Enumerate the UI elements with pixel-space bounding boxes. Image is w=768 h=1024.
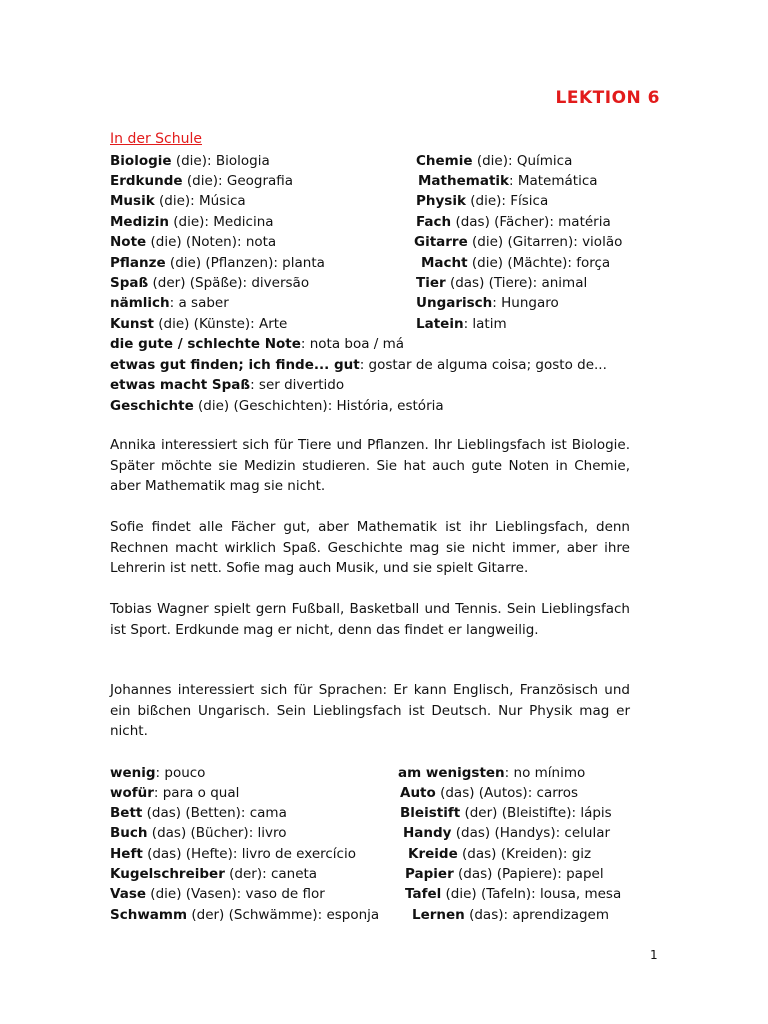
vocab-entry: Bleistift (der) (Bleistifte): lápis	[400, 805, 612, 821]
vocab-entry-full: die gute / schlechte Note: nota boa / má	[110, 336, 405, 352]
vocab-entry: Ungarisch: Hungaro	[416, 295, 559, 311]
vocab-entry: Kunst (die) (Künste): Arte	[110, 316, 288, 332]
vocab-entry: Physik (die): Física	[416, 193, 549, 209]
vocab-entry: Buch (das) (Bücher): livro	[110, 825, 287, 841]
vocab-entry: Heft (das) (Hefte): livro de exercício	[110, 846, 356, 862]
vocab-entry: Biologie (die): Biologia	[110, 153, 270, 169]
vocab-entry: Pflanze (die) (Pflanzen): planta	[110, 255, 325, 271]
vocab-entry: Note (die) (Noten): nota	[110, 234, 277, 250]
vocab-entry-full: Geschichte (die) (Geschichten): História, estória	[110, 398, 444, 414]
vocab-entry: Erdkunde (die): Geografia	[110, 173, 294, 189]
vocab-entry: wenig: pouco	[110, 765, 206, 781]
paragraph-johannes: Johannes interessiert sich für Sprachen: Er kann Englisch, Französisch und ein bißchen Ungarisch. Sein Lieblingsfach ist Deutsch. Nur Physik mag er nicht.	[110, 682, 630, 739]
vocab-entry-full: etwas macht Spaß: ser divertido	[110, 377, 345, 393]
vocab-entry: Kreide (das) (Kreiden): giz	[408, 846, 592, 862]
vocab-entry: Mathematik: Matemática	[418, 173, 598, 189]
vocab-entry-full: etwas gut finden; ich finde... gut: gostar de alguma coisa; gosto de...	[110, 357, 607, 373]
vocab-entry: am wenigsten: no mínimo	[398, 765, 586, 781]
vocab-entry: Gitarre (die) (Gitarren): violão	[414, 234, 623, 250]
vocab-entry: Papier (das) (Papiere): papel	[405, 866, 604, 882]
vocab-entry: Kugelschreiber (der): caneta	[110, 866, 318, 882]
page-title: LEKTION 6	[555, 88, 660, 108]
vocab-entry: Musik (die): Música	[110, 193, 246, 209]
vocab-entry: Bett (das) (Betten): cama	[110, 805, 287, 821]
paragraph-annika: Annika interessiert sich für Tiere und Pflanzen. Ihr Lieblingsfach ist Biologie. Später möchte sie Medizin studieren. Sie hat auch gute Noten in Chemie, aber Mathematik mag sie nicht.	[110, 437, 630, 494]
vocab-entry: Tafel (die) (Tafeln): lousa, mesa	[405, 886, 622, 902]
vocab-entry: Vase (die) (Vasen): vaso de flor	[110, 886, 325, 902]
vocab-entry: Tier (das) (Tiere): animal	[416, 275, 588, 291]
vocab-entry: Latein: latim	[416, 316, 507, 332]
vocab-entry: Medizin (die): Medicina	[110, 214, 274, 230]
vocab-entry: Chemie (die): Química	[416, 153, 573, 169]
paragraph-sofie: Sofie findet alle Fächer gut, aber Mathematik ist ihr Lieblingsfach, denn Rechnen macht wirklich Spaß. Geschichte mag sie nicht immer, aber ihre Lehrerin ist nett. Sofie mag auch Musik, und sie spielt Gitarre.	[110, 519, 630, 576]
vocab-entry: nämlich: a saber	[110, 295, 229, 311]
vocab-entry: Macht (die) (Mächte): força	[421, 255, 611, 271]
page-number: 1	[650, 948, 658, 962]
section-heading: In der Schule	[110, 131, 202, 147]
vocab-entry: Fach (das) (Fächer): matéria	[416, 214, 611, 230]
vocab-entry: Lernen (das): aprendizagem	[412, 907, 609, 923]
paragraph-tobias: Tobias Wagner spielt gern Fußball, Basketball und Tennis. Sein Lieblingsfach ist Sport. Erdkunde mag er nicht, denn das findet er langweilig.	[110, 601, 630, 638]
vocab-entry: Spaß (der) (Späße): diversão	[110, 275, 310, 291]
vocab-entry: Handy (das) (Handys): celular	[403, 825, 611, 841]
vocab-entry: Schwamm (der) (Schwämme): esponja	[110, 907, 380, 923]
vocab-entry: wofür: para o qual	[110, 785, 240, 801]
vocab-entry: Auto (das) (Autos): carros	[400, 785, 579, 801]
